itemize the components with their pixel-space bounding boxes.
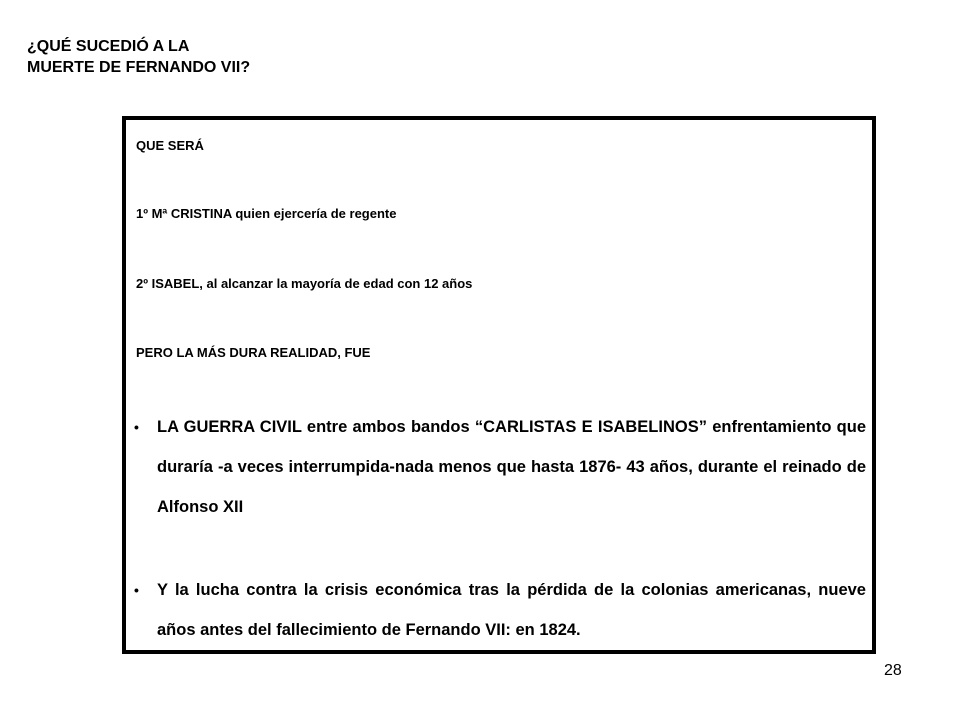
reality-line: PERO LA MÁS DURA REALIDAD, FUE	[136, 345, 371, 360]
slide-title-line-2: MUERTE DE FERNANDO VII?	[27, 59, 251, 76]
slide-title	[27, 36, 250, 78]
second-heir-line: 2º ISABEL, al alcanzar la mayoría de edad con 12 años	[136, 276, 473, 291]
bullet-civil-war	[134, 407, 866, 527]
first-heir-line: 1º Mª CRISTINA quien ejercería de regente	[136, 206, 397, 221]
content-box	[122, 116, 876, 654]
bullet-marker: •	[134, 419, 139, 435]
bullet-marker: •	[134, 582, 139, 598]
bullet-economic-crisis	[134, 570, 866, 650]
bullet-text: Y la lucha contra la crisis económica tras la pérdida de la colonias americanas, nueve años antes del fallecimiento de Fernando VII: en 1824.	[157, 581, 866, 639]
bullet-text: LA GUERRA CIVIL entre ambos bandos “CARLISTAS E ISABELINOS” enfrentamiento que duraría -a veces interrumpida-nada menos que hasta 1876- 43 años, durante el reinado de Alfonso XII	[157, 418, 866, 516]
slide-title-line-1: ¿QUÉ SUCEDIÓ A LA	[27, 38, 190, 55]
page-number: 28	[884, 662, 902, 679]
intro-line: QUE SERÁ	[136, 138, 204, 153]
